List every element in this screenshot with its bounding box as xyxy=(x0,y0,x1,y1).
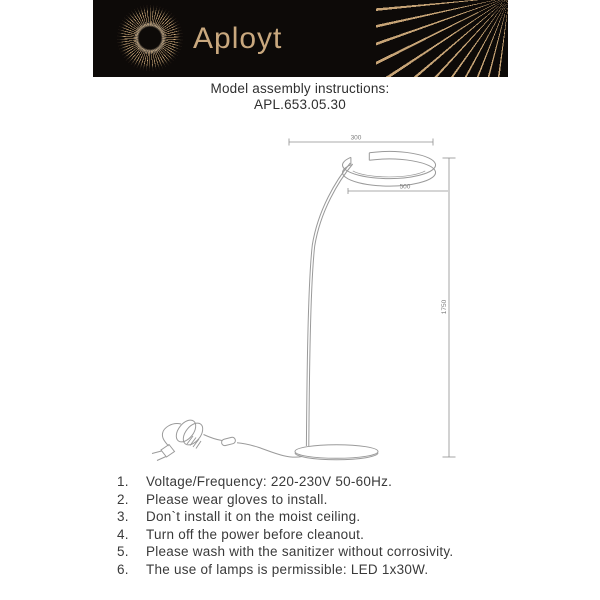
cable-coil-icon xyxy=(172,417,206,449)
item-text: The use of lamps is permissible: LED 1x30W. xyxy=(146,561,429,577)
item-text: Please wear gloves to install. xyxy=(146,491,328,507)
model-number: APL.653.05.30 xyxy=(254,96,346,112)
lamp-ring xyxy=(343,152,436,187)
item-number: 1. xyxy=(117,474,129,489)
list-item xyxy=(117,491,453,509)
item-number: 2. xyxy=(117,491,129,507)
item-text: Please wash with the sanitizer without corrosivity. xyxy=(146,544,454,560)
list-item xyxy=(117,526,453,544)
dimension-width-label: 300 xyxy=(350,134,362,142)
brand-logo-text: Aployt xyxy=(193,22,283,55)
item-number: 5. xyxy=(117,544,129,560)
item-number: 6. xyxy=(117,561,129,577)
item-text: Don`t install it on the moist ceiling. xyxy=(146,509,361,525)
instruction-list xyxy=(117,473,453,579)
dimension-height-label: 1750 xyxy=(441,299,448,315)
dimension-ring xyxy=(348,188,448,194)
power-plug-icon xyxy=(152,445,175,461)
page-title: Model assembly instructions: xyxy=(210,81,390,96)
inline-switch xyxy=(221,437,236,447)
item-text: Voltage/Frequency: 220-230V 50-60Hz. xyxy=(146,474,393,489)
item-number: 3. xyxy=(117,509,129,525)
lamp-stem xyxy=(306,163,352,446)
list-item xyxy=(117,561,453,579)
list-item xyxy=(117,473,453,491)
list-item xyxy=(117,543,453,561)
lamp-base xyxy=(295,445,378,460)
list-item xyxy=(117,508,453,526)
item-text: Turn off the power before cleanout. xyxy=(146,526,365,542)
item-number: 4. xyxy=(117,526,129,542)
dimension-ring-label: 500 xyxy=(399,183,411,191)
power-cord xyxy=(152,417,302,461)
